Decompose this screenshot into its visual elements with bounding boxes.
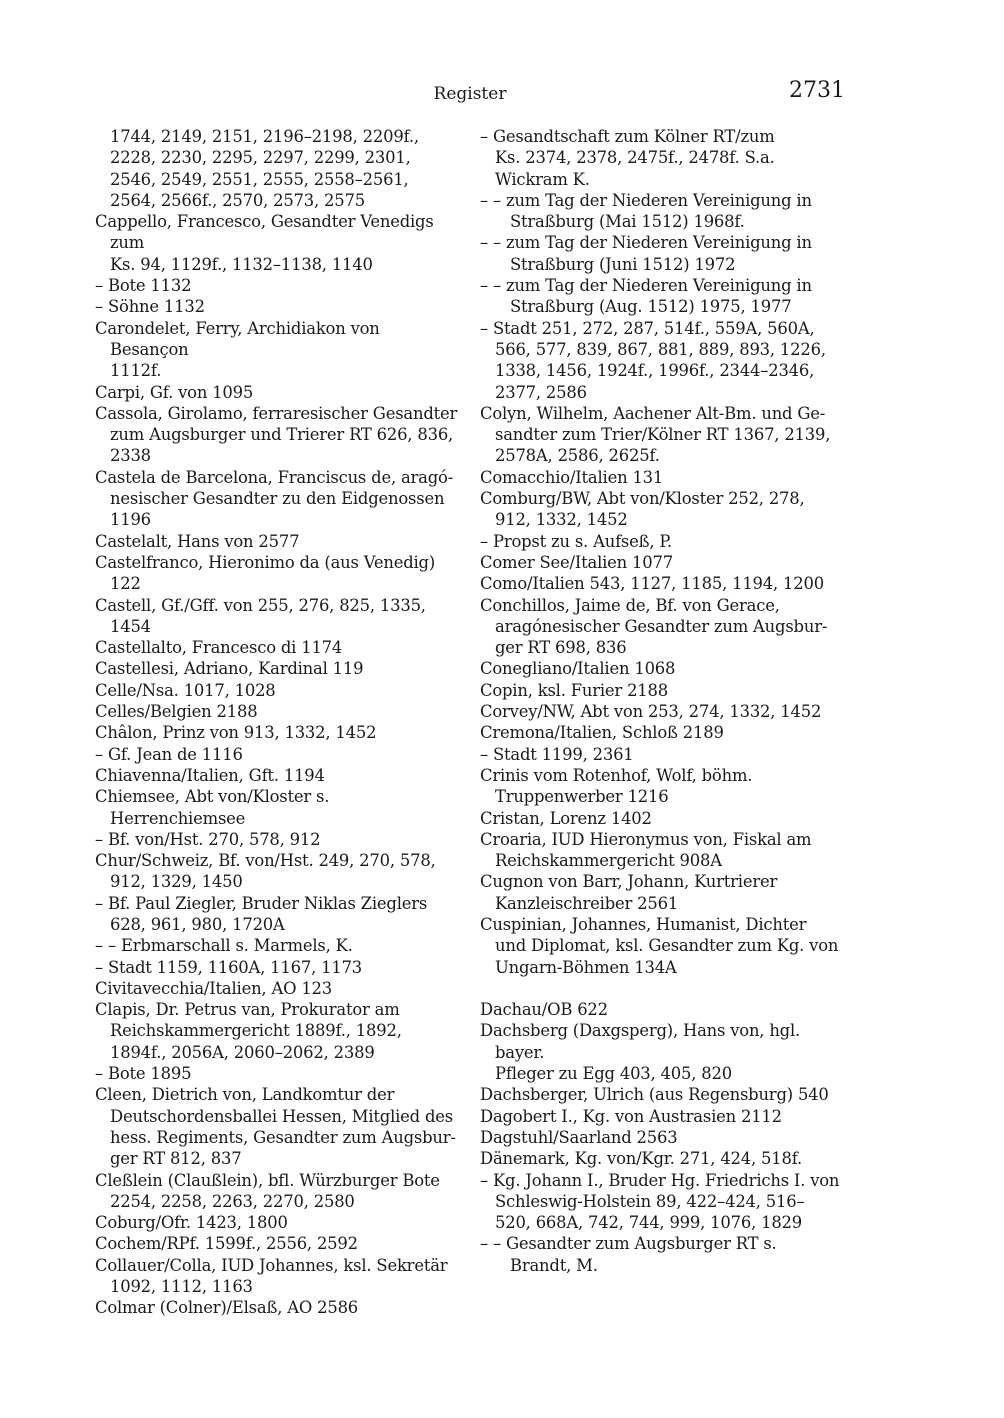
index-entry: Colmar (Colner)/Elsaß, AO 2586 (95, 1298, 359, 1318)
index-entry: – Bote 1895 (95, 1064, 192, 1084)
section-gap (480, 978, 848, 999)
index-entry: Castell, Gf./Gff. von 255, 276, 825, 1335, 1454 (95, 595, 426, 636)
index-entry: – – Gesandter zum Augsburger RT s. Brandt, M. (480, 1234, 777, 1275)
index-entry: Carondelet, Ferry, Archidiakon von Besançon 1112f. (95, 318, 380, 381)
index-entry: Dänemark, Kg. von/Kgr. 271, 424, 518f. (480, 1149, 803, 1169)
index-entry: Clapis, Dr. Petrus van, Prokurator am Reichskammergericht 1889f., 1892, 1894f., 2056A, 2060–2062, 2389 (95, 1000, 402, 1062)
index-entry: Civitavecchia/Italien, AO 123 (95, 978, 333, 998)
register-column-left (95, 126, 463, 1319)
running-title: Register (433, 84, 507, 104)
index-entry: Como/Italien 543, 1127, 1185, 1194, 1200 (480, 574, 824, 594)
index-entry: – – zum Tag der Niederen Vereinigung in Straßburg (Juni 1512) 1972 (480, 233, 812, 274)
index-entry: Dachau/OB 622 (480, 1000, 608, 1020)
index-entry: 1744, 2149, 2151, 2196–2198, 2209f., 2228, 2230, 2295, 2297, 2299, 2301, 2546, 2549, 2551, 2555, 2558–2561, 2564, 2566f., 2570, 2573, 2575 (110, 127, 419, 210)
index-entry: Cleen, Dietrich von, Landkomtur der Deutschordensballei Hessen, Mitglied des hess. Regiments, Gesandter zum Augsbur- ger RT 812, 837 (95, 1085, 456, 1169)
index-entry: Chiavenna/Italien, Gft. 1194 (95, 765, 325, 785)
index-entry: Celle/Nsa. 1017, 1028 (95, 680, 276, 700)
index-entry: Cugnon von Barr, Johann, Kurtrierer Kanzleischreiber 2561 (480, 872, 778, 913)
index-entry: – Stadt 1199, 2361 (480, 744, 634, 764)
index-entry: – Söhne 1132 (95, 297, 205, 317)
index-entry: – Propst zu s. Aufseß, P. (480, 531, 672, 551)
index-entry: – – Erbmarschall s. Marmels, K. (95, 936, 353, 956)
index-entry: Comburg/BW, Abt von/Kloster 252, 278, 912, 1332, 1452 (480, 489, 805, 530)
index-entry: Châlon, Prinz von 913, 1332, 1452 (95, 723, 377, 743)
index-entry: Chiemsee, Abt von/Kloster s. Herrenchiemsee (95, 787, 330, 828)
index-entry: Comer See/Italien 1077 (480, 552, 673, 572)
index-entry: Cochem/RPf. 1599f., 2556, 2592 (95, 1234, 358, 1254)
page-number: 2731 (789, 78, 845, 103)
index-entry: Crinis vom Rotenhof, Wolf, böhm. Truppenwerber 1216 (480, 765, 753, 807)
index-entry: Cappello, Francesco, Gesandter Venedigs zum Ks. 94, 1129f., 1132–1138, 1140 (95, 212, 434, 274)
index-entry: Chur/Schweiz, Bf. von/Hst. 249, 270, 578, 912, 1329, 1450 (95, 851, 436, 892)
index-entry: Celles/Belgien 2188 (95, 702, 258, 722)
index-entry: Castelalt, Hans von 2577 (95, 531, 300, 551)
index-entry: – – zum Tag der Niederen Vereinigung in Straßburg (Mai 1512) 1968f. (480, 190, 812, 232)
index-entry: Cremona/Italien, Schloß 2189 (480, 723, 724, 743)
index-entry: Castellesi, Adriano, Kardinal 119 (95, 659, 364, 679)
index-entry: Croaria, IUD Hieronymus von, Fiskal am Reichskammergericht 908A (480, 829, 812, 871)
index-entry: Cassola, Girolamo, ferraresischer Gesandter zum Augsburger und Trierer RT 626, 836, 2338 (95, 403, 458, 466)
index-entry: – – zum Tag der Niederen Vereinigung in Straßburg (Aug. 1512) 1975, 1977 (480, 276, 812, 317)
index-entry: Conegliano/Italien 1068 (480, 659, 676, 679)
index-entry: Castela de Barcelona, Franciscus de, aragó- nesischer Gesandter zu den Eidgenossen 1196 (95, 467, 454, 530)
index-entry: – Gf. Jean de 1116 (95, 744, 243, 764)
index-entry: Coburg/Ofr. 1423, 1800 (95, 1213, 288, 1233)
index-entry: Cristan, Lorenz 1402 (480, 808, 652, 828)
index-entry: Cuspinian, Johannes, Humanist, Dichter und Diplomat, ksl. Gesandter zum Kg. von Ungarn-Böhmen 134A (480, 914, 839, 977)
index-entry: Copin, ksl. Furier 2188 (480, 680, 668, 700)
index-entry: – Bf. von/Hst. 270, 578, 912 (95, 829, 321, 849)
page-header (95, 80, 845, 110)
index-entry: – Kg. Johann I., Bruder Hg. Friedrichs I. von Schleswig-Holstein 89, 422–424, 516– 520, 668A, 742, 744, 999, 1076, 1829 (480, 1170, 840, 1233)
register-column-right (480, 126, 848, 1276)
index-entry: Dachsberg (Daxgsperg), Hans von, hgl. bayer. Pfleger zu Egg 403, 405, 820 (480, 1021, 801, 1084)
index-entry: – Bote 1132 (95, 276, 192, 296)
index-entry: – Bf. Paul Ziegler, Bruder Niklas Zieglers 628, 961, 980, 1720A (95, 893, 428, 934)
index-entry: Conchillos, Jaime de, Bf. von Gerace, aragónesischer Gesandter zum Augsbur- ger RT 698, 836 (480, 595, 828, 658)
index-entry: – Stadt 251, 272, 287, 514f., 559A, 560A, 566, 577, 839, 867, 881, 889, 893, 1226, 1338, 1456, 1924f., 1996f., 2344–2346, 2377, 2586 (480, 318, 826, 402)
index-entry: Carpi, Gf. von 1095 (95, 382, 254, 402)
index-entry: Dagstuhl/Saarland 2563 (480, 1127, 678, 1147)
index-entry: Cleßlein (Claußlein), bfl. Würzburger Bote 2254, 2258, 2263, 2270, 2580 (95, 1170, 440, 1211)
index-entry: Dachsberger, Ulrich (aus Regensburg) 540 (480, 1085, 829, 1105)
index-entry: Castellalto, Francesco di 1174 (95, 638, 343, 658)
index-entry: Castelfranco, Hieronimo da (aus Venedig) 122 (95, 552, 436, 594)
index-entry: Comacchio/Italien 131 (480, 467, 664, 487)
index-entry: Corvey/NW, Abt von 253, 274, 1332, 1452 (480, 702, 822, 722)
index-entry: Colyn, Wilhelm, Aachener Alt-Bm. und Ge- sandter zum Trier/Kölner RT 1367, 2139, 2578A, 2586, 2625f. (480, 403, 831, 466)
index-entry: – Gesandtschaft zum Kölner RT/zum Ks. 2374, 2378, 2475f., 2478f. S.a. Wickram K. (480, 127, 775, 189)
index-entry: – Stadt 1159, 1160A, 1167, 1173 (95, 957, 363, 977)
index-entry: Dagobert I., Kg. von Austrasien 2112 (480, 1106, 782, 1126)
index-entry: Collauer/Colla, IUD Johannes, ksl. Sekretär 1092, 1112, 1163 (95, 1255, 448, 1297)
